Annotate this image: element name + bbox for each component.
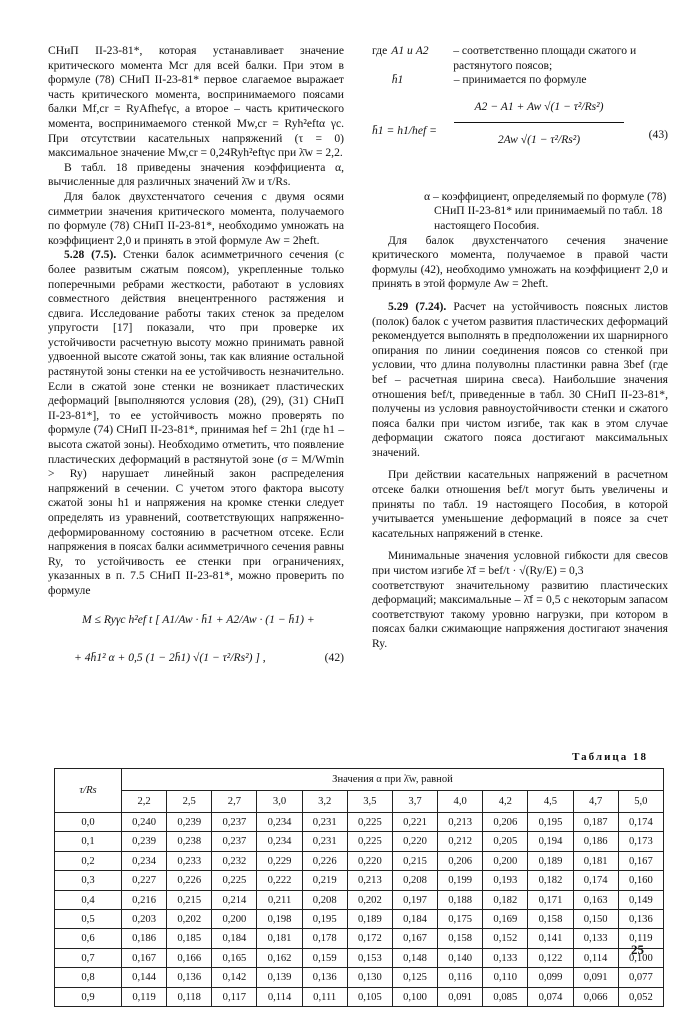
table-cell: 0,216 (122, 890, 167, 909)
paragraph-min-slenderness: Минимальные значения условной гибкости для свесов при чистом изгибе λ̄f = bef/t · √(Ry/E) = 0,3 (372, 549, 668, 578)
table-cell: 0,052 (618, 987, 663, 1006)
table-cell: 0,152 (483, 929, 528, 948)
table-cell: 0,133 (573, 929, 618, 948)
table-cell: 0,222 (257, 871, 302, 890)
table-cell: 0,150 (573, 910, 618, 929)
table-cell: 0,225 (347, 813, 392, 832)
table-cell: 0,198 (257, 910, 302, 929)
table-cell: 0,199 (438, 871, 483, 890)
table-cell: 0,169 (483, 910, 528, 929)
table-row-key: 0,2 (55, 851, 122, 870)
table-cell: 0,136 (167, 968, 212, 987)
table-cell: 0,122 (528, 948, 573, 967)
table-cell: 0,099 (528, 968, 573, 987)
table-cell: 0,111 (302, 987, 347, 1006)
table-column-header: 3,7 (392, 791, 437, 813)
right-column (372, 44, 668, 652)
table-cell: 0,114 (573, 948, 618, 967)
table-cell: 0,172 (347, 929, 392, 948)
table-cell: 0,159 (302, 948, 347, 967)
table-cell: 0,231 (302, 813, 347, 832)
definitions-list (372, 44, 668, 88)
table-cell: 0,208 (392, 871, 437, 890)
table-row (55, 832, 664, 851)
table-cell: 0,125 (392, 968, 437, 987)
table-column-header: 4,2 (483, 791, 528, 813)
table-cell: 0,225 (212, 871, 257, 890)
table-cell: 0,219 (302, 871, 347, 890)
table-cell: 0,202 (347, 890, 392, 909)
table-cell: 0,226 (167, 871, 212, 890)
table-cell: 0,110 (483, 968, 528, 987)
table-cell: 0,239 (167, 813, 212, 832)
table-row (55, 948, 664, 967)
table-cell: 0,136 (302, 968, 347, 987)
table-row (55, 890, 664, 909)
table-cell: 0,194 (528, 832, 573, 851)
table-cell: 0,234 (257, 813, 302, 832)
table-cell: 0,174 (618, 813, 663, 832)
table-cell: 0,142 (212, 968, 257, 987)
table-row (55, 813, 664, 832)
definition-item (372, 44, 668, 73)
table-cell: 0,231 (302, 832, 347, 851)
table-row (55, 871, 664, 890)
table-row-key: 0,9 (55, 987, 122, 1006)
table-cell: 0,187 (573, 813, 618, 832)
table-cell: 0,211 (257, 890, 302, 909)
table-row-key: 0,6 (55, 929, 122, 948)
table-column-header: 4,5 (528, 791, 573, 813)
left-column (48, 44, 344, 685)
table-row (55, 968, 664, 987)
table-cell: 0,240 (122, 813, 167, 832)
definition-term: h̄1 (391, 73, 404, 87)
alpha-definition: α – коэффициент, определяемый по формуле (78) СНиП II-23-81* или принимаемый по табл. 18 настоящего Пособия. (424, 189, 667, 232)
formula-43-fraction-bar (454, 122, 624, 123)
table-cell: 0,160 (618, 871, 663, 890)
table-cell: 0,173 (618, 832, 663, 851)
paragraph-critical-moment: СНиП II-23-81*, которая устанавливает значение критического момента Mcr для всей балки. При этом в формуле (78) СНиП II-23-81* первое слагаемое выражает часть критического момента, воспринимаемого поясами балки Mf,cr = RyAfhefγc, а второе – часть критического момента, воспринимаемого стенкой Mw,cr = Ryh²eftα γc. При отсутствии касательных напряжений (τ = 0) максимальное значение Mw,cr = 0,24Ryh²eftγc при λ̄w = 2,2. (48, 44, 344, 160)
table-cell: 0,066 (573, 987, 618, 1006)
paragraph-double-wall: Для балок двухстенчатого сечения с двумя осями симметрии значения критического момента, получаемого по формуле (78) СНиП II-23-81*, необходимо умножать на коэффициент 2,0 и принять в этой формуле Aw = 2heft. (48, 189, 344, 247)
table-cell: 0,203 (122, 910, 167, 929)
table-cell: 0,184 (212, 929, 257, 948)
table-caption: Таблица 18 (572, 751, 648, 763)
formula-43-number: (43) (648, 127, 668, 141)
table-cell: 0,116 (438, 968, 483, 987)
table-cell: 0,197 (392, 890, 437, 909)
table-cell: 0,141 (528, 929, 573, 948)
formula-42-line-2: + 4h̄1² α + 0,5 (1 − 2h̄1) √(1 − τ²/Rs²) ] , (74, 650, 266, 664)
table-cell: 0,171 (528, 890, 573, 909)
table-cell: 0,085 (483, 987, 528, 1006)
table-column-header: 4,0 (438, 791, 483, 813)
clause-5-28-body: Стенки балок асимметричного сечения (с более развитым сжатым поясом), укрепленные только поперечными ребрами жесткости, работают в условиях совместного действия внецентренного растяжения и сдвига. Исследование работы таких стенок за пределом упругости [17] показали, что при проверке их устойчивости расчетную высоту можно принимать равной удвоенной высоте сжатой зоны, так как влияние остальной растянутой зоны стенки на ее устойчивость незначительно. Если в сжатой зоне стенки не возникает пластических деформаций [выполняются условия (28), (29), (31) СНиП II-23-81*], то ее устойчивость можно проверять по формуле (74) СНиП II-23-81*, принимая hef = 2h1 (где h1 – высота сжатой зоны). Необходимо отметить, что появление пластических деформаций в растянутой зоне (σ = M/Wmin > Ry) нарушает линейный закон распределения напряжений в сечении. С учетом этого фактора высоту сжатой зоны h1 и напряжения на кромке стенки следует определять из уравнений, соответствующих напряженно-деформированному состоянию в расчетном отсеке. Если напряжения в поясах балки асимметричного сечения равны Ry, то устойчивость ее стенки при ограничениях, указанных в п. 7.5 СНиП II-23-81*, можно проверить по формуле (48, 248, 344, 597)
formula-43-numerator: A2 − A1 + Aw √(1 − τ²/Rs²) (474, 99, 604, 113)
formula-42 (48, 605, 344, 679)
table-cell: 0,229 (257, 851, 302, 870)
table-row (55, 987, 664, 1006)
table-cell: 0,226 (302, 851, 347, 870)
table-cell: 0,153 (347, 948, 392, 967)
table-cell: 0,206 (483, 813, 528, 832)
formula-43-lhs: h̄1 = h1/hef = (372, 123, 437, 137)
table-body (55, 813, 664, 1007)
table-cell: 0,100 (618, 948, 663, 967)
table-cell: 0,220 (347, 851, 392, 870)
table-cell: 0,234 (257, 832, 302, 851)
clause-5-29-heading: 5.29 (7.24). (388, 299, 447, 313)
clause-5-28-heading: 5.28 (7.5). (64, 248, 117, 262)
formula-42-number: (42) (324, 650, 344, 664)
table-cell: 0,195 (528, 813, 573, 832)
table-cell: 0,130 (347, 968, 392, 987)
table-cell: 0,208 (302, 890, 347, 909)
paragraph-shear-stress: При действии касательных напряжений в расчетном отсеке балки отношения bef/t могут быть увеличены и приняты по табл. 19 настоящего Пособия, в которой учитывается уменьшение деформаций в поясе за счет касательных напряжений в стенке. (372, 468, 668, 540)
definition-item (372, 73, 668, 88)
table-row-key: 0,7 (55, 948, 122, 967)
table-cell: 0,205 (483, 832, 528, 851)
table-row-header: τ/Rs (55, 769, 122, 813)
table-cell: 0,237 (212, 832, 257, 851)
table-cell: 0,184 (392, 910, 437, 929)
table-cell: 0,189 (347, 910, 392, 929)
table-cell: 0,237 (212, 813, 257, 832)
table-cell: 0,166 (167, 948, 212, 967)
table-cell: 0,227 (122, 871, 167, 890)
definition-text: – соответственно площади сжатого и растянутого поясов; (453, 44, 637, 72)
table-row-key: 0,3 (55, 871, 122, 890)
table-cell: 0,195 (302, 910, 347, 929)
page-number: 25 (631, 942, 644, 957)
definition-term: A1 и A2 (391, 44, 429, 57)
table-cell: 0,233 (167, 851, 212, 870)
table-cell: 0,118 (167, 987, 212, 1006)
table-cell: 0,215 (167, 890, 212, 909)
table-group-header: Значения α при λ̄w, равной (122, 769, 664, 791)
table-cell: 0,186 (573, 832, 618, 851)
clause-5-29-body: Расчет на устойчивость поясных листов (полок) балок с учетом развития пластических деформаций рекомендуется выполнять в предположении их шарнирного опирания по линии соединения поясов со стенкой при условии, что длина полуволны пластинки равна 3bef (где bef – расчетная ширина свеса). Наибольшие значения отношения bef/t, приведенные в табл. 30 СНиП II-23-81*, получены из условия равноустойчивости стенки и сжатого пояса балки при чистом изгибе, так как в этом случае деформации сжатого пояса достигают максимальных значений. (372, 299, 668, 459)
table-cell: 0,163 (573, 890, 618, 909)
table-cell: 0,213 (438, 813, 483, 832)
table-cell: 0,175 (438, 910, 483, 929)
table-cell: 0,193 (483, 871, 528, 890)
table-cell: 0,234 (122, 851, 167, 870)
paragraph-table-reference: В табл. 18 приведены значения коэффициента α, вычисленные для различных значений λ̄w и τ/Rs. (48, 160, 344, 189)
table-row-key: 0,8 (55, 968, 122, 987)
table-row-key: 0,4 (55, 890, 122, 909)
table-cell: 0,182 (528, 871, 573, 890)
table-cell: 0,178 (302, 929, 347, 948)
table-cell: 0,133 (483, 948, 528, 967)
table-cell: 0,144 (122, 968, 167, 987)
table-column-header: 5,0 (618, 791, 663, 813)
table-column-headers (55, 791, 664, 813)
table-column-header: 2,5 (167, 791, 212, 813)
table-cell: 0,232 (212, 851, 257, 870)
table-cell: 0,105 (347, 987, 392, 1006)
table-cell: 0,215 (392, 851, 437, 870)
table-row-key: 0,0 (55, 813, 122, 832)
table-column-header: 2,2 (122, 791, 167, 813)
table-cell: 0,206 (438, 851, 483, 870)
table-column-header: 2,7 (212, 791, 257, 813)
table-cell: 0,119 (122, 987, 167, 1006)
table-cell: 0,167 (618, 851, 663, 870)
formula-43-denominator: 2Aw √(1 − τ²/Rs²) (497, 133, 581, 147)
table-column-header: 3,5 (347, 791, 392, 813)
table-cell: 0,158 (438, 929, 483, 948)
table-cell: 0,239 (122, 832, 167, 851)
table-cell: 0,200 (483, 851, 528, 870)
table-cell: 0,188 (438, 890, 483, 909)
table-cell: 0,074 (528, 987, 573, 1006)
table-cell: 0,149 (618, 890, 663, 909)
table-cell: 0,221 (392, 813, 437, 832)
paragraph-two-wall-note: Для балок двухстенчатого сечения значение критического момента, получаемое в правой части формулы (42), необходимо умножать на коэффициент 2,0 и принять в этой формуле Aw = 2heft. (372, 233, 668, 291)
table-cell: 0,158 (528, 910, 573, 929)
table-cell: 0,167 (392, 929, 437, 948)
table-cell: 0,091 (438, 987, 483, 1006)
table-cell: 0,225 (347, 832, 392, 851)
table-cell: 0,117 (212, 987, 257, 1006)
table-cell: 0,100 (392, 987, 437, 1006)
table-column-header: 3,0 (257, 791, 302, 813)
table-cell: 0,091 (573, 968, 618, 987)
table-row (55, 929, 664, 948)
table-row-key: 0,5 (55, 910, 122, 929)
formula-43 (372, 94, 668, 184)
table-cell: 0,114 (257, 987, 302, 1006)
table-cell: 0,189 (528, 851, 573, 870)
definition-text: – принимается по формуле (453, 73, 587, 87)
table-cell: 0,181 (573, 851, 618, 870)
table-cell: 0,200 (212, 910, 257, 929)
table-cell: 0,186 (122, 929, 167, 948)
alpha-coefficient-table (54, 768, 664, 1007)
table-cell: 0,140 (438, 948, 483, 967)
table-cell: 0,238 (167, 832, 212, 851)
table-cell: 0,220 (392, 832, 437, 851)
table-row (55, 851, 664, 870)
paragraph-min-slenderness-cont: соответствуют значительному развитию пластических деформаций; максимальные – λ̄f = 0,5 с некоторым запасом соответствуют такому уровню нагрузки, при котором в поясах балки сжимающие напряжения достигают значения Ry. (372, 578, 668, 650)
table-cell: 0,165 (212, 948, 257, 967)
table-cell: 0,167 (122, 948, 167, 967)
table-cell: 0,174 (573, 871, 618, 890)
formula-42-line-1: M ≤ Ryγc h²ef t [ A1/Aw · h̄1 + A2/Aw · (1 − h̄1) + (82, 612, 315, 626)
table-cell: 0,139 (257, 968, 302, 987)
table-cell: 0,077 (618, 968, 663, 987)
table-row-key: 0,1 (55, 832, 122, 851)
table-cell: 0,182 (483, 890, 528, 909)
table-cell: 0,181 (257, 929, 302, 948)
table-row (55, 910, 664, 929)
table-cell: 0,202 (167, 910, 212, 929)
table-cell: 0,136 (618, 910, 663, 929)
table-column-header: 4,7 (573, 791, 618, 813)
table-cell: 0,214 (212, 890, 257, 909)
where-intro: где (372, 44, 388, 57)
table-cell: 0,185 (167, 929, 212, 948)
table-column-header: 3,2 (302, 791, 347, 813)
table-cell: 0,213 (347, 871, 392, 890)
table-cell: 0,148 (392, 948, 437, 967)
table-cell: 0,119 (618, 929, 663, 948)
table-cell: 0,162 (257, 948, 302, 967)
table-cell: 0,212 (438, 832, 483, 851)
